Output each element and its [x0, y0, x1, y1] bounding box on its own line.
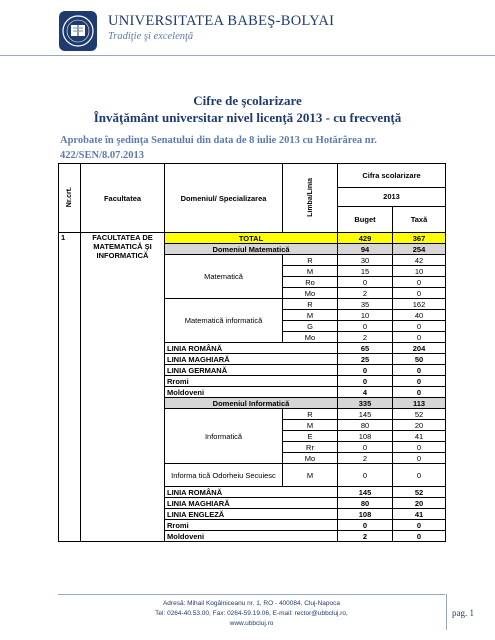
line-buget: 80 — [338, 420, 393, 431]
line-name: LINIA GERMANĂ — [165, 365, 338, 376]
total-label: TOTAL — [165, 233, 338, 244]
line-buget: 0 — [338, 321, 393, 332]
faculty-name: FACULTATEA DE MATEMATICĂ ŞI INFORMATICĂ — [81, 233, 165, 542]
line-taxa: 0 — [393, 332, 446, 343]
line-buget: 145 — [338, 487, 393, 498]
line-taxa: 20 — [393, 498, 446, 509]
line-taxa: 52 — [393, 409, 446, 420]
line-code: Mo — [283, 453, 338, 464]
line-name: LINIA MAGHIARĂ — [165, 498, 338, 509]
line-name: LINIA ROMÂNĂ — [165, 487, 338, 498]
line-name: Rromi — [165, 376, 338, 387]
page-footer — [58, 599, 445, 629]
specialization-label: Matematică — [165, 255, 283, 299]
domain-taxa: 113 — [393, 398, 446, 409]
line-name: Moldoveni — [165, 531, 338, 542]
line-buget: 0 — [338, 376, 393, 387]
line-buget: 108 — [338, 431, 393, 442]
line-code: M — [283, 310, 338, 321]
line-taxa: 0 — [393, 464, 446, 487]
line-taxa: 162 — [393, 299, 446, 310]
line-taxa: 0 — [393, 376, 446, 387]
line-taxa: 0 — [393, 288, 446, 299]
line-code: Ro — [283, 277, 338, 288]
total-buget: 429 — [338, 233, 393, 244]
line-taxa: 50 — [393, 354, 446, 365]
line-name: Moldoveni — [165, 387, 338, 398]
line-code: M — [283, 420, 338, 431]
domain-taxa: 254 — [393, 244, 446, 255]
line-buget: 0 — [338, 365, 393, 376]
line-name: Rromi — [165, 520, 338, 531]
domain-label: Domeniul Informatică — [165, 398, 338, 409]
specialization-label: Informa tică Odorheiu Secuiesc — [165, 464, 283, 487]
footer-contact: Tel: 0264-40.53.00, Fax: 0264-59.19.06, E-mail: rector@ubbcluj.ro, — [155, 610, 348, 617]
university-name: UNIVERSITATEA BABEŞ-BOLYAI — [108, 13, 335, 29]
header-year: 2013 — [338, 187, 446, 207]
line-code: M — [283, 464, 338, 487]
line-buget: 2 — [338, 531, 393, 542]
line-taxa: 52 — [393, 487, 446, 498]
domain-buget: 94 — [338, 244, 393, 255]
line-code: G — [283, 321, 338, 332]
line-buget: 65 — [338, 343, 393, 354]
line-code: R — [283, 409, 338, 420]
line-taxa: 0 — [393, 531, 446, 542]
line-name: LINIA MAGHIARĂ — [165, 354, 338, 365]
line-taxa: 0 — [393, 321, 446, 332]
approval-note: Aprobate în şedinţa Senatului din data de 8 iulie 2013 cu Hotărârea nr. 422/SEN/8.07.2013 — [60, 135, 377, 161]
line-taxa: 10 — [393, 266, 446, 277]
line-buget: 2 — [338, 453, 393, 464]
line-code: Rr — [283, 442, 338, 453]
enrollment-table — [58, 163, 446, 542]
domain-label: Domeniul Matematică — [165, 244, 338, 255]
footer-divider — [58, 594, 445, 595]
line-buget: 15 — [338, 266, 393, 277]
doc-title: Cifre de şcolarizare — [193, 93, 302, 108]
line-taxa: 20 — [393, 420, 446, 431]
header-facultatea: Facultatea — [81, 164, 165, 233]
line-code: R — [283, 299, 338, 310]
line-taxa: 0 — [393, 365, 446, 376]
line-code: M — [283, 266, 338, 277]
line-buget: 145 — [338, 409, 393, 420]
university-seal-icon — [58, 10, 98, 52]
page-number: pag. 1 — [452, 608, 474, 618]
line-buget: 80 — [338, 498, 393, 509]
footer-address: Adresă: Mihail Kogălniceanu nr. 1, RO - 400084, Cluj-Napoca — [162, 600, 341, 607]
line-buget: 0 — [338, 464, 393, 487]
line-buget: 10 — [338, 310, 393, 321]
footer-website[interactable]: www.ubbcluj.ro — [229, 620, 274, 627]
line-code: E — [283, 431, 338, 442]
header-limba: Limba/Linia — [306, 177, 314, 217]
page-number-divider — [446, 594, 447, 630]
line-taxa: 0 — [393, 520, 446, 531]
line-buget: 0 — [338, 442, 393, 453]
university-motto: Tradiţie şi excelenţă — [108, 31, 194, 42]
specialization-label: Informatică — [165, 409, 283, 464]
line-taxa: 41 — [393, 431, 446, 442]
row-number: 1 — [59, 233, 81, 542]
line-buget: 4 — [338, 387, 393, 398]
line-buget: 2 — [338, 288, 393, 299]
table-row — [59, 233, 446, 244]
total-taxa: 367 — [393, 233, 446, 244]
line-taxa: 0 — [393, 387, 446, 398]
specialization-label: Matematică informatică — [165, 299, 283, 343]
line-taxa: 0 — [393, 453, 446, 464]
line-taxa: 42 — [393, 255, 446, 266]
line-name: LINIA ENGLEZĂ — [165, 509, 338, 520]
line-buget: 30 — [338, 255, 393, 266]
line-taxa: 204 — [393, 343, 446, 354]
header-cifra: Cifra scolarizare — [338, 164, 446, 188]
line-code: R — [283, 255, 338, 266]
header-divider — [0, 55, 495, 56]
line-taxa: 0 — [393, 277, 446, 288]
header-taxa: Taxă — [393, 207, 446, 233]
line-buget: 0 — [338, 520, 393, 531]
line-taxa: 40 — [393, 310, 446, 321]
header-domeniul: Domeniul/ Specializarea — [165, 164, 283, 233]
line-buget: 25 — [338, 354, 393, 365]
line-code: Mo — [283, 332, 338, 343]
line-taxa: 41 — [393, 509, 446, 520]
line-taxa: 0 — [393, 442, 446, 453]
line-code: Mo — [283, 288, 338, 299]
domain-buget: 335 — [338, 398, 393, 409]
line-buget: 2 — [338, 332, 393, 343]
header-nr: Nr.crt. — [66, 186, 73, 208]
line-buget: 0 — [338, 277, 393, 288]
line-buget: 108 — [338, 509, 393, 520]
line-name: LINIA ROMÂNĂ — [165, 343, 338, 354]
doc-subtitle: Învăţământ universitar nivel licenţă 2013 - cu frecvenţă — [93, 110, 402, 125]
header-buget: Buget — [338, 207, 393, 233]
line-buget: 35 — [338, 299, 393, 310]
